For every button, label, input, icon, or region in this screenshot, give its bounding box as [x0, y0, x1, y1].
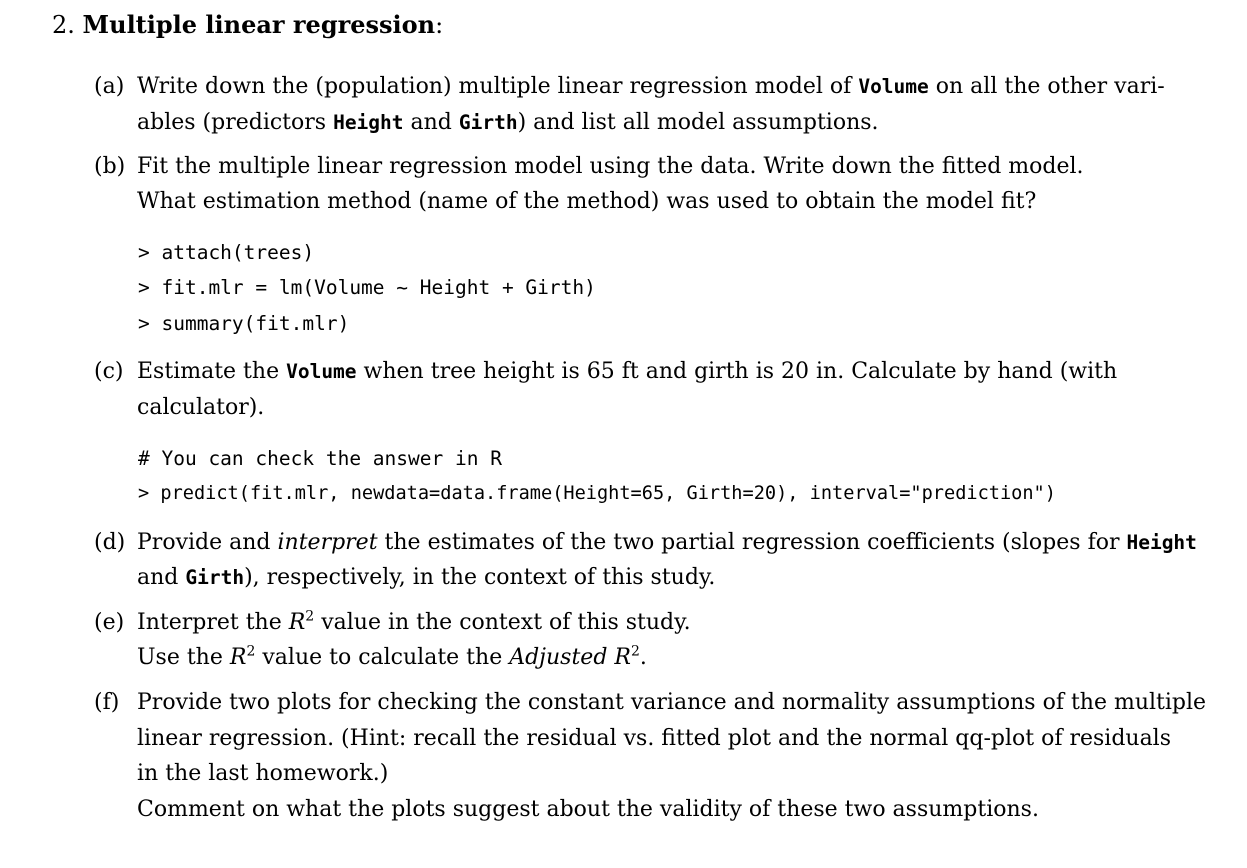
item-text-line: Provide and interpret the estimates of the two partial regression coefficients (slopes for Height	[137, 530, 1197, 555]
variable-girth: Girth	[458, 111, 518, 134]
code-line: > summary(fit.mlr)	[138, 312, 350, 335]
item-text-line: Estimate the Volume when tree height is 65 ft and girth is 20 in. Calculate by hand (with	[137, 359, 1118, 384]
item-text-line: Comment on what the plots suggest about the validity of these two assumptions.	[137, 797, 1039, 822]
item-text-line: and Girth), respectively, in the context of this study.	[137, 565, 716, 590]
code-line: > predict(fit.mlr, newdata=data.frame(Height=65, Girth=20), interval="prediction")	[138, 483, 1056, 504]
variable-height: Height	[1126, 531, 1197, 554]
item-text-line: ables (predictors Height and Girth) and list all model assumptions.	[137, 110, 879, 135]
code-line: > fit.mlr = lm(Volume ~ Height + Girth)	[138, 276, 596, 299]
variable-volume: Volume	[858, 75, 929, 98]
item-text-line: Provide two plots for checking the constant variance and normality assumptions of the multiple	[137, 690, 1207, 715]
code-line: > attach(trees)	[138, 241, 315, 264]
item-text-line: Write down the (population) multiple linear regression model of Volume on all the other vari-	[137, 74, 1165, 99]
code-line: # You can check the answer in R	[138, 447, 502, 470]
item-text-line: Interpret the $R^2$ value in the context of this study.	[137, 608, 691, 635]
section-title: Multiple linear regression	[82, 10, 436, 39]
item-label: (b)	[94, 154, 126, 179]
section-number: 2.	[52, 11, 75, 39]
item-text-line: Use the $R^2$ value to calculate the Adjusted $R^2$.	[137, 643, 647, 670]
item-label: (d)	[94, 530, 126, 555]
variable-girth: Girth	[185, 566, 245, 589]
section-heading: 2. Multiple linear regression:	[52, 10, 444, 39]
item-label: (a)	[94, 74, 125, 99]
variable-volume: Volume	[286, 360, 357, 383]
item-label: (c)	[94, 359, 124, 384]
item-text-line: linear regression. (Hint: recall the residual vs. fitted plot and the normal qq-plot of residuals	[137, 726, 1172, 751]
item-text-line: in the last homework.)	[137, 761, 389, 786]
item-text-line: calculator).	[137, 395, 265, 420]
item-text-line: What estimation method (name of the method) was used to obtain the model fit?	[137, 189, 1037, 214]
variable-height: Height	[333, 111, 404, 134]
item-text-line: Fit the multiple linear regression model using the data. Write down the fitted model.	[137, 154, 1084, 179]
item-label: (e)	[94, 610, 125, 635]
item-label: (f)	[94, 690, 120, 715]
